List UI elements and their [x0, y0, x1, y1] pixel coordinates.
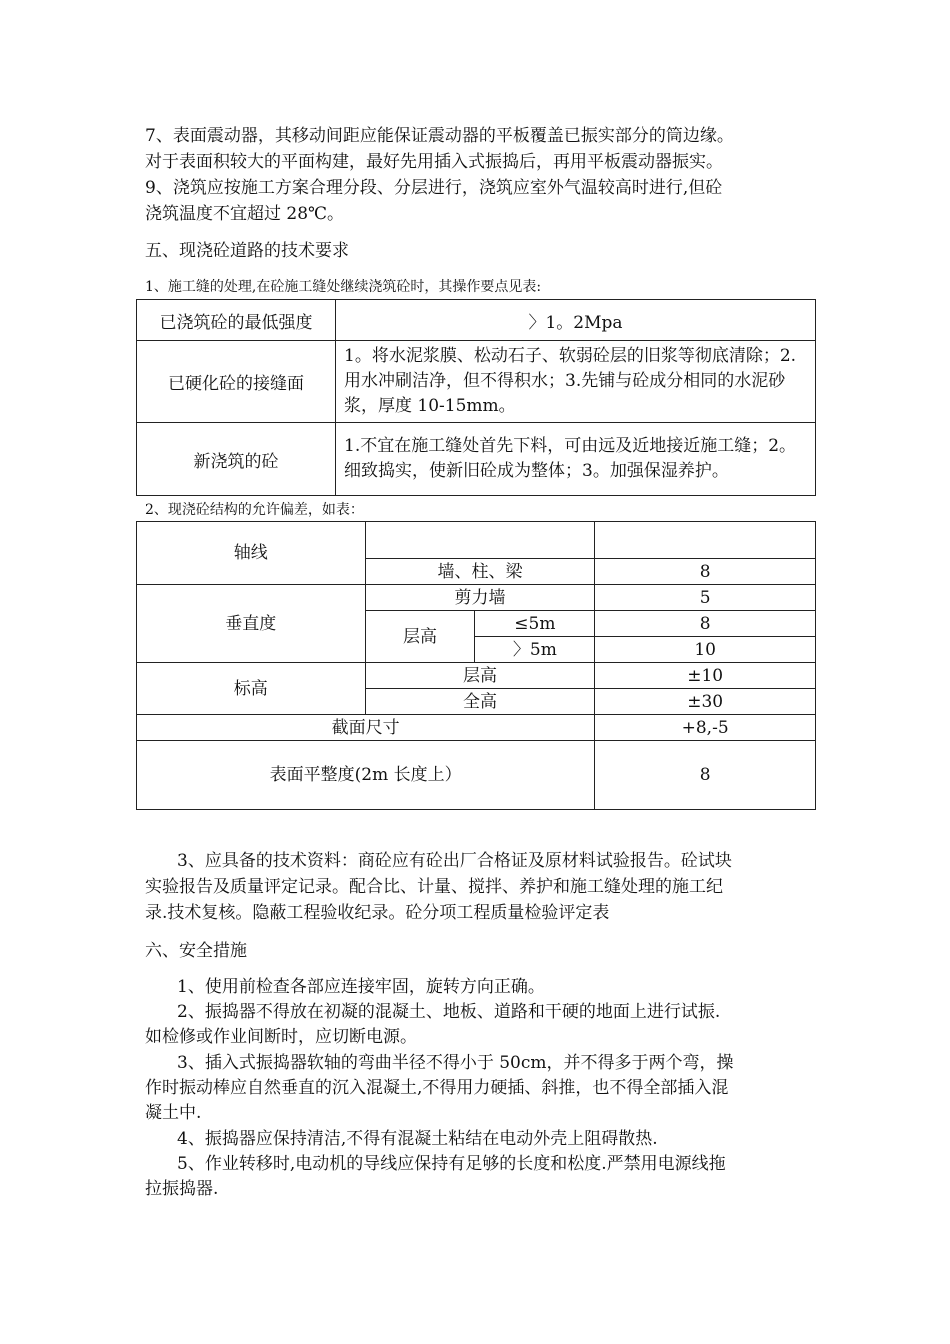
table-cell-label: 轴线 [137, 522, 366, 585]
paragraph-line: 作时振动棒应自然垂直的沉入混凝土,不得用力硬插、斜推，也不得全部插入混 [145, 1078, 729, 1098]
paragraph-line: 4、振捣器应保持清洁,不得有混凝土粘结在电动外壳上阻碍散热. [177, 1129, 658, 1149]
table-cell-value: 1。将水泥浆膜、松动石子、软弱砼层的旧浆等彻底清除；2.用水冲刷洁净，但不得积水；3.先铺与砼成分相同的水泥砂浆，厚度 10-15mm。 [336, 341, 816, 423]
table-cell-label: ≤5m [475, 611, 595, 637]
table-cell [365, 522, 595, 559]
paragraph-line: 对于表面积较大的平面构建，最好先用插入式振捣后，再用平板震动器振实。 [145, 152, 723, 172]
table-cell-label: 已硬化砼的接缝面 [137, 341, 336, 423]
paragraph-line: 9、浇筑应按施工方案合理分段、分层进行，浇筑应室外气温较高时进行,但砼 [145, 178, 723, 198]
table-cell-value: 8 [595, 741, 816, 810]
table-row [137, 300, 816, 341]
table-cell-label: 已浇筑砼的最低强度 [137, 300, 336, 341]
item-intro: 2、现浇砼结构的允许偏差，如表： [145, 502, 364, 518]
table-row [137, 341, 816, 423]
table-cell-label: 新浇筑的砼 [137, 423, 336, 496]
table-cell-label: 层高 [365, 611, 475, 663]
paragraph-line: 5、作业转移时,电动机的导线应保持有足够的长度和松度.严禁用电源线拖 [177, 1154, 726, 1174]
tolerance-table [136, 521, 816, 810]
table-cell-label: 全高 [365, 689, 595, 715]
table-cell-label: 剪力墙 [365, 585, 595, 611]
paragraph-line: 浇筑温度不宜超过 28℃。 [145, 204, 345, 224]
paragraph-line: 如检修或作业间断时，应切断电源。 [145, 1027, 417, 1047]
paragraph-line: 拉振捣器. [145, 1179, 219, 1199]
table-cell-value: 〉1。2Mpa [336, 300, 816, 341]
table-cell-value: 1.不宜在施工缝处首先下料，可由远及近地接近施工缝；2。细致捣实，使新旧砼成为整体；3。加强保湿养护。 [336, 423, 816, 496]
table-cell-value: ±30 [595, 689, 816, 715]
table-cell-label: 垂直度 [137, 585, 366, 663]
joint-treatment-table [136, 299, 816, 496]
table-cell-label: 标高 [137, 663, 366, 715]
paragraph-line: 1、使用前检查各部应连接牢固，旋转方向正确。 [177, 977, 545, 997]
table-cell-value: +8,-5 [595, 715, 816, 741]
table-cell-label: 截面尺寸 [137, 715, 595, 741]
table-cell-label: 墙、柱、梁 [365, 559, 595, 585]
table-row [137, 423, 816, 496]
table-cell-label: 〉5m [475, 637, 595, 663]
paragraph-line: 录.技术复核。隐蔽工程验收纪录。砼分项工程质量检验评定表 [145, 903, 610, 923]
paragraph-line: 7、表面震动器，其移动间距应能保证震动器的平板覆盖已振实部分的筒边缘。 [145, 126, 734, 146]
item-intro: 1、施工缝的处理,在砼施工缝处继续浇筑砼时，其操作要点见表: [145, 279, 542, 295]
table-cell-label: 层高 [365, 663, 595, 689]
table-cell-value: ±10 [595, 663, 816, 689]
table-cell-value: 10 [595, 637, 816, 663]
table-cell-value: 5 [595, 585, 816, 611]
table-cell-value: 8 [595, 559, 816, 585]
table-cell-value: 8 [595, 611, 816, 637]
table-cell [595, 522, 816, 559]
paragraph-line: 3、应具备的技术资料：商砼应有砼出厂合格证及原材料试验报告。砼试块 [177, 851, 732, 871]
paragraph-line: 3、插入式振捣器软轴的弯曲半径不得小于 50cm，并不得多于两个弯，操 [177, 1053, 734, 1073]
paragraph-line: 实验报告及质量评定记录。配合比、计量、搅拌、养护和施工缝处理的施工纪 [145, 877, 723, 897]
section-heading: 六、安全措施 [145, 941, 247, 961]
paragraph-line: 2、振捣器不得放在初凝的混凝土、地板、道路和干硬的地面上进行试振. [177, 1002, 721, 1022]
section-heading: 五、现浇砼道路的技术要求 [145, 241, 349, 261]
table-cell-label: 表面平整度(2m 长度上） [137, 741, 595, 810]
paragraph-line: 凝土中. [145, 1103, 202, 1123]
